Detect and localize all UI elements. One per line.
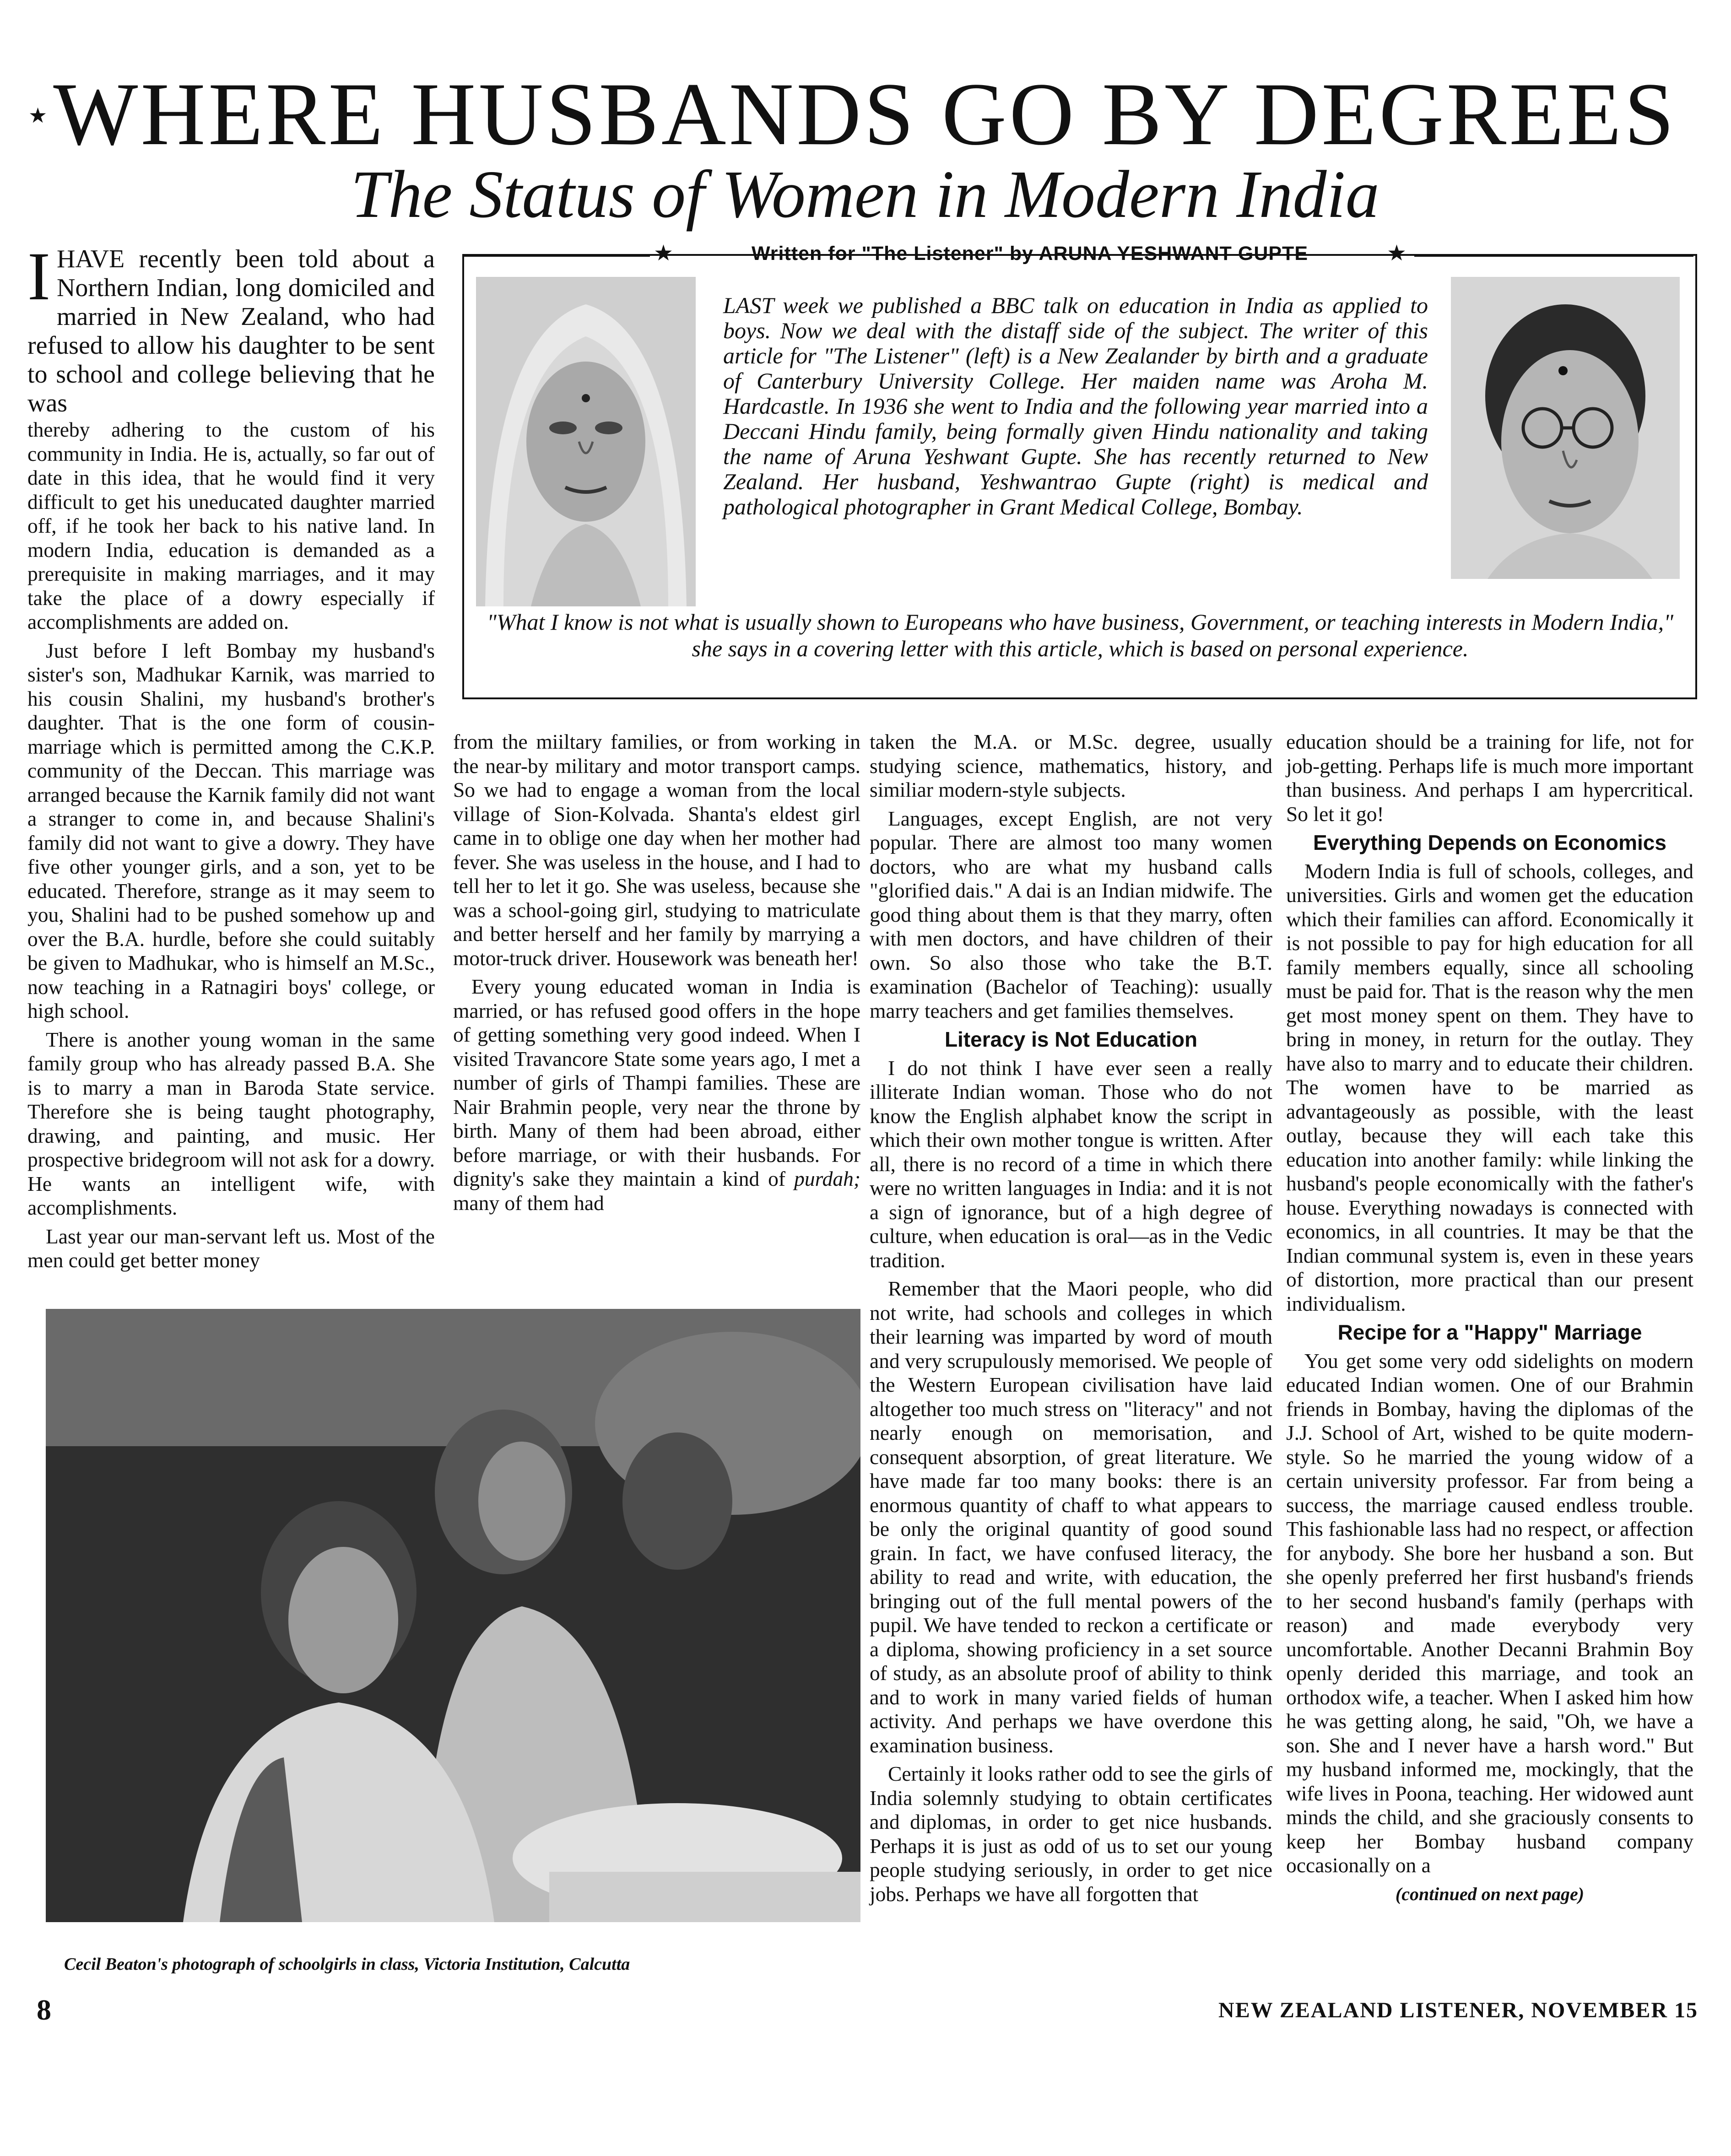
author-portrait <box>476 277 696 606</box>
drop-cap: I <box>27 238 50 314</box>
col3-p4: Remember that the Maori people, who did not write, had schools and colleges in which their learning was imparted by word of mouth and very scrupulously memorised. We people of the Western European civilisation have laid altogether too much stress on "literacy" and not nearly enough on memorisation, and consequent absorption, of great literature. We have made far too many books: there is an enormous quantity of chaff to what appears to be only the original quantity of good sound grain. In fact, we have confused literacy, the ability to read and write, with education, the bringing out of the full mental powers of the pupil. We have tended to reckon a certificate or a diploma, showing proficiency in a set source of study, as an absolute proof of ability to think and to work in many varied fields of human activity. And perhaps we have overdone this examination business. <box>870 1277 1272 1757</box>
col1-p4: Last year our man-servant left us. Most of the men could get better money <box>27 1224 435 1272</box>
byline-star-left-icon: ★ <box>654 241 674 265</box>
lead-paragraph <box>27 238 435 418</box>
title-star-icon: ★ <box>28 104 48 127</box>
headline: WHERE HUSBANDS GO BY DEGREES <box>53 65 1677 164</box>
column-4 <box>1286 730 1693 1906</box>
col3-p5: Certainly it looks rather odd to see the girls of India solemnly studying to obtain certificates and diplomas, in order to get nice husbands. Perhaps it is just as odd of us to set our young people studying seriously, in order to get nice jobs. Perhaps we have all forgotten that <box>870 1762 1272 1906</box>
column-2 <box>453 730 860 1220</box>
col1-p1: thereby adhering to the custom of his community in India. He is, actually, so far out of date in this idea, that he would find it very difficult to get his uneducated daughter married off, if he took her back to his native land. In modern India, education is demanded as a prerequisite in making marriages, and it may take the place of a dowry especially if accomplishments are added on. <box>27 418 435 633</box>
col2-p1: from the miiltary families, or from working in the near-by military and motor transport camps. So we had to engage a woman from the local village of Sion-Kolvada. Shanta's eldest girl came in to oblige one day when her mother had fever. She was useless in the house, and I had to tell her to let it go. She was useless, because she was a school-going girl, studying to matriculate and better herself and her family by marrying a motor-truck driver. Housework was beneath her! <box>453 730 860 970</box>
col3-p2: Languages, except English, are not very popular. There are almost too many women doctors, who are what my husband calls "glorified dais." A dai is an Indian midwife. The good thing about them is that they marry, often with men doctors, and have children of their own. So also those who take the B.T. examination (Bachelor of Teaching): usually marry teachers and get families themselves. <box>870 806 1272 1022</box>
byline: Written for "The Listener" by ARUNA YESHWANT GUPTE <box>751 243 1309 265</box>
heading-recipe: Recipe for a "Happy" Marriage <box>1337 1320 1642 1344</box>
col2-p2-text: Every young educated woman in India is married, or has refused good offers in the hope of getting something very good indeed. When I visited Travancore State some years ago, I met a number of girls of Thampi families. These are Nair Brahmin people, very near the throne by birth. Many of them had been abroad, either before marriage, or with their husbands. For dignity's sake they maintain a kind of <box>453 975 860 1190</box>
col2-p2 <box>453 975 860 1215</box>
photo-caption: Cecil Beaton's photograph of schoolgirls in class, Victoria Institution, Calcutta <box>64 1955 630 1974</box>
intro-quote: "What I know is not what is usually shown to Europeans who have business, Government, or teaching interests in Modern India," she says in a covering letter with this article, which is based on personal experience. <box>487 609 1674 661</box>
col1-p2: Just before I left Bombay my husband's sister's son, Madhukar Karnik, was married to his cousin Shalini, my husband's brother's daughter. That is the one form of cousin-marriage which is permitted among the C.K.P. community of the Deccan. This marriage was arranged because the Karnik family did not want a stranger to come in, and because Shalini's family did not want to give a dowry. They have five other younger girls, and a son, yet to be educated. Therefore, strange as it may seem to you, Shalini had to be pushed somehow up and over the B.A. hurdle, before she could suitably be given to Madhukar, who is himself an M.Sc., now teaching in a Ratnagiri boys' college, or high school. <box>27 638 435 1022</box>
col3-p3: I do not think I have ever seen a really illiterate Indian woman. Those who do not know the English alphabet know the script in which their own mother tongue is written. After all, there is no record of a time in which there were no written languages in India: and it is not a sign of ignorance, but of a high degree of culture, when education is oral—as in the Vedic tradition. <box>870 1056 1272 1272</box>
col2-p2-end: many of them had <box>453 1191 604 1215</box>
column-3 <box>870 730 1272 1911</box>
lead-text: HAVE recently been told about a Northern Indian, long domiciled and married in New Zealand, who had refused to allow his daughter to be sent to school and college believing that he was <box>27 245 435 417</box>
subheadline: The Status of Women in Modern India <box>351 157 1379 232</box>
page-number: 8 <box>37 1994 51 2026</box>
col1-p3: There is another young woman in the same family group who has already passed B.A. She is to marry a man in Baroda State service. Therefore she is being taught photography, drawing, and painting, and music. Her prospective bridegroom will not ask for a dowry. He wants an intelligent wife, with accomplishments. <box>27 1027 435 1219</box>
byline-star-right-icon: ★ <box>1387 241 1407 265</box>
intro-text: LAST week we published a BBC talk on education in India as applied to boys. Now we deal with the distaff side of the subject. The writer of this article for "The Listener" (left) is a New Zealander by birth and a graduate of Canterbury University College. Her maiden name was Aroha M. Hardcastle. In 1936 she went to India and the following year married into a Deccani Hindu family, being formally given Hindu nationality and taking the name of Aruna Yeshwant Gupte. She has recently returned to New Zealand. Her husband, Yeshwantrao Gupte (right) is medical and pathological photographer in Grant Medical College, Bombay. <box>723 292 1428 519</box>
col4-p2: Modern India is full of schools, colleges, and universities. Girls and women get the education which their families can afford. Economically it is not possible to pay for high education for all family members equally, since all schooling must be paid for. That is the reason why the men get most money spent on them. They have to bring in money, in return for the outlay. They have also to marry and to educate their children. The women have to be married as advantageously as possible, with the least outlay, because they will each take this education into another family: while linking the husband's people economically with the father's house. Everything nowadays is connected with economics, in all countries. It may be that the Indian communal system is, even in these years of distortion, more practical than our present individualism. <box>1286 859 1693 1315</box>
col2-p2-italic: purdah; <box>794 1167 860 1190</box>
col4-p3: You get some very odd sidelights on modern educated Indian women. One of our Brahmin friends in Bombay, having the diplomas of the J.J. School of Art, wished to be quite modern-style. So he married the young widow of a certain university professor. Far from being a success, the marriage caused endless trouble. This fashionable lass had no respect, or affection for anybody. She bore her husband a son. But she openly preferred her first husband's friends to her second husband's family (perhaps with reason) and made everybody very uncomfortable. Another Decanni Brahmin Boy openly derided this marriage, and took an orthodox wife, a teacher. When I asked him how he was getting along, he said, "Oh, we have a son. She and I never have a harsh word." But my husband informed me, mockingly, that the wife lives in Poona, teaching. Her widowed aunt minds the child, and she graciously consents to keep her Bombay husband company occasionally on a <box>1286 1349 1693 1877</box>
col3-p1: taken the M.A. or M.Sc. degree, usually studying science, mathematics, history, and similiar modern-style subjects. <box>870 730 1272 801</box>
husband-portrait <box>1451 277 1680 579</box>
continued-note: (continued on next page) <box>1395 1883 1585 1904</box>
column-1 <box>27 238 435 1277</box>
col4-p1: education should be a training for life, not for job-getting. Perhaps life is much more important than business. And perhaps I am hypercritical. So let it go! <box>1286 730 1693 826</box>
heading-literacy: Literacy is Not Education <box>944 1027 1198 1051</box>
footer-masthead: NEW ZEALAND LISTENER, NOVEMBER 15 <box>1218 1998 1698 2022</box>
classroom-photo <box>46 1309 860 1922</box>
heading-economics: Everything Depends on Economics <box>1313 831 1666 854</box>
